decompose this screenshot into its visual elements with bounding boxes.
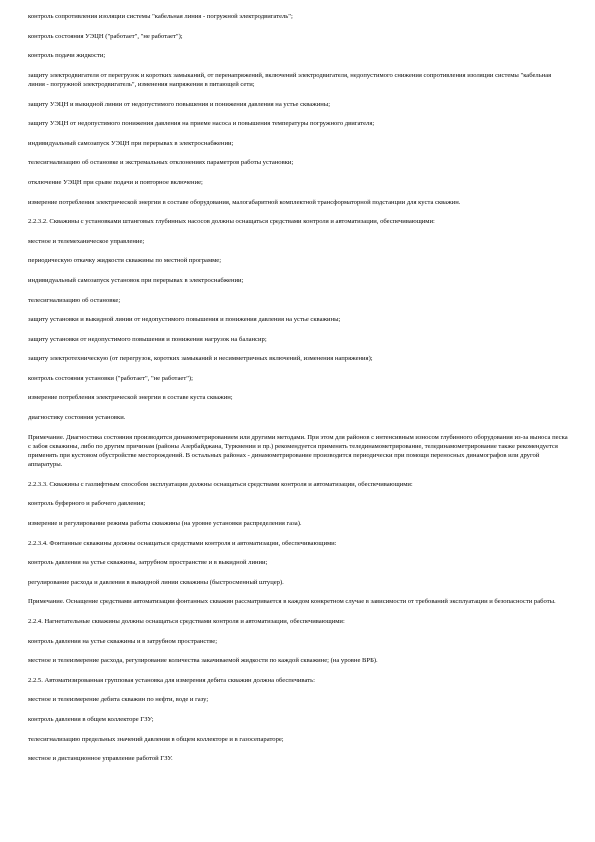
paragraph: контроль состояния УЭЦН ("работает", "не работает");: [28, 32, 183, 40]
paragraph: защиту УЭЦН от недопустимого понижения давления на приеме насоса и повышения температуры погружного двигателя;: [28, 120, 375, 128]
paragraph: контроль давления в общем коллекторе ГЗУ;: [28, 716, 154, 723]
paragraph: местное и телеизмерение дебита скважин по нефти, воде и газу;: [28, 696, 209, 704]
paragraph: индивидуальный самозапуск установок при перерывах в электроснабжении;: [28, 276, 244, 284]
paragraph: телесигнализацию об остановке;: [28, 296, 121, 304]
paragraph: защиту установки и выкидной линии от недопустимого повышения и понижения давления на устье скважины;: [28, 316, 341, 324]
paragraph: защиту электротехническую (от перегрузок, коротких замыканий и несимметричных включений, изменения напряжения);: [28, 355, 373, 363]
section-heading: 2.2.3.4. Фонтанные скважины должны оснащаться средствами контроля и автоматизации, обеспечивающими:: [28, 539, 337, 547]
note-paragraph: Примечание. Оснащение средствами автоматизации фонтанных скважин рассматривается в каждом конкретном случае в зависимости от требований эксплуатации и безопасности работы.: [28, 598, 556, 606]
section-heading: 2.2.3.2. Скважины с установками штанговых глубинных насосов должны оснащаться средствами контроля и автоматизации, обеспечивающими:: [28, 218, 435, 226]
paragraph: телесигнализацию предельных значений давления в общем коллекторе и в газосепараторе;: [28, 735, 284, 743]
paragraph: измерение потребления электрической энергии в составе куста скважин;: [28, 394, 233, 402]
paragraph: контроль давления на устье скважины и в затрубном пространстве;: [28, 637, 218, 645]
paragraph: контроль буферного и рабочего давления;: [28, 500, 146, 508]
section-heading: 2.2.3.3. Скважины с газлифтным способом эксплуатации должны оснащаться средствами контроля и автоматизации, обеспечивающими:: [28, 480, 413, 488]
paragraph: периодическую откачку жидкости скважины по местной программе;: [28, 257, 222, 265]
paragraph: местное и дистанционное управление работой ГЗУ.: [28, 755, 173, 763]
paragraph: индивидуальный самозапуск УЭЦН при перерывах в электроснабжении;: [28, 139, 234, 147]
paragraph: телесигнализацию об остановке и экстремальных отклонениях параметров работы установки;: [28, 159, 294, 167]
paragraph: местное и телеизмерение расхода, регулирование количества закачиваемой жидкости по каждой скважине; (на уровне ВРБ).: [28, 657, 378, 665]
document-body: [28, 12, 568, 774]
paragraph: контроль сопротивления изоляции системы "кабельная линия - погружной электродвигатель";: [28, 13, 293, 20]
paragraph: защиту электродвигателя от перегрузок и коротких замыканий, от перенапряжений, включений электродвигателя, недопустимого снижения сопротивления изоляции системы "кабельная линия - погружной электродвигатель", изменения напряжения в питающей сети;: [28, 71, 552, 88]
paragraph: диагностику состояния установки.: [28, 414, 126, 422]
paragraph: контроль состояния установки ("работает", "не работает");: [28, 374, 193, 382]
paragraph: контроль подачи жидкости;: [28, 52, 106, 60]
section-heading: 2.2.5. Автоматизированная групповая установка для измерения дебита скважин должна обеспечивать:: [28, 676, 315, 684]
paragraph: защиту УЭЦН и выкидной линии от недопустимого повышения и понижения давления на устье скважины;: [28, 100, 331, 108]
paragraph: регулирование расхода и давления в выкидной линии скважины (быстросменный штуцер).: [28, 578, 284, 586]
section-heading: 2.2.4. Нагнетательные скважины должны оснащаться средствами контроля и автоматизации, обеспечивающими:: [28, 618, 345, 626]
paragraph: отключение УЭЦН при срыве подачи и повторное включение;: [28, 178, 203, 186]
paragraph: контроль давления на устье скважины, затрубном пространстве и в выкидной линии;: [28, 559, 268, 567]
paragraph: измерение потребления электрической энергии в составе оборудования, малогабаритной комплектной трансформаторной подстанции для куста скважин.: [28, 198, 461, 206]
paragraph: местное и телемеханическое управление;: [28, 237, 145, 245]
note-paragraph: Примечание. Диагностика состояния производится динамометрированием или другими методами. При этом для районов с интенсивным износом глубинного оборудования из-за выноса песка с забоя скважины, либо по другим причинам (районы Азербайджана, Туркмении и пр.) рекомендуется применять телединамометрирование, телединамометрирование также рекомендуется применять при кустовом обустройстве месторождений. В остальных районах - динамометрирование производится периодически при помощи переносных динамографов или другой аппаратуры.: [28, 433, 568, 469]
paragraph: измерение и регулирование режима работы скважины (на уровне установки распределения газа).: [28, 520, 302, 528]
paragraph: защиту установки от недопустимого повышения и понижения нагрузок на балансир;: [28, 335, 267, 343]
